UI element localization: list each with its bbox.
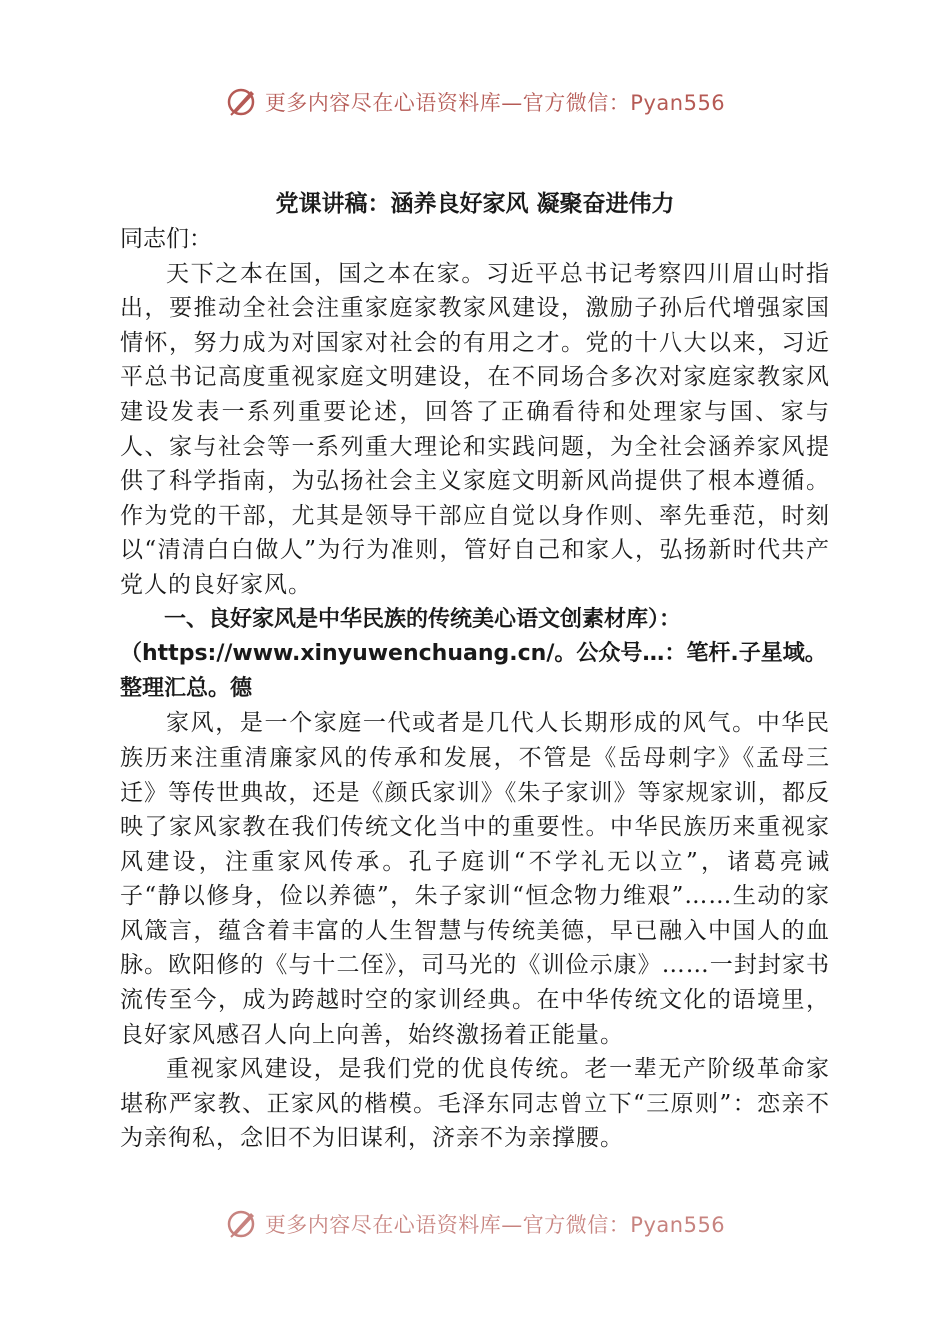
watermark-text: 更多内容尽在心语资料库—官方微信：Pyan556: [264, 91, 726, 115]
document-title: 党课讲稿：涵养良好家风 凝聚奋进伟力: [275, 191, 675, 217]
paragraph-family-tradition: 家风，是一个家庭一代或者是几代人长期形成的风气。中华民族历来注重清廉家风的传承和发展，不管是《岳母刺字》《孟母三迁》等传世典故，还是《颜氏家训》《朱子家训》等家规家训，都反映了家风家教在我们传统文化当中的重要性。中华民族历来重视家风建设，注重家风传承。孔子庭训“不学礼无以立”，诸葛亮诫子“静以修身，俭以养德”，朱子家训“恒念物力维艰”……生动的家风箴言，蕴含着丰富的人生智慧与传统美德，早已融入中国人的血脉。欧阳修的《与十二侄》，司马光的《训俭示康》……一封封家书流传至今，成为跨越时空的家训经典。在中华传统文化的语境里，良好家风感召人向上向善，始终激扬着正能量。: [120, 710, 830, 1048]
watermark-text: 更多内容尽在心语资料库—官方微信：Pyan556: [264, 1213, 726, 1237]
brush-logo-icon: [225, 1207, 259, 1241]
footer-watermark: [0, 1204, 950, 1244]
brush-logo-icon: [225, 85, 259, 119]
section-heading-1: 一、良好家风是中华民族的传统美心语文创素材库）：（https://www.xinyuwenchuang.cn/。公众号…：笔杆.子星域。整理汇总。德: [120, 606, 827, 701]
document-body: [120, 186, 830, 1156]
paragraph-party-tradition: 重视家风建设，是我们党的优良传统。老一辈无产阶级革命家堪称严家教、正家风的楷模。毛泽东同志曾立下“三原则”：恋亲不为亲徇私，念旧不为旧谋利，济亲不为亲撑腰。: [120, 1056, 830, 1152]
salutation: 同志们：: [120, 226, 212, 252]
header-watermark: [0, 82, 950, 122]
paragraph-intro: 天下之本在国，国之本在家。习近平总书记考察四川眉山时指出，要推动全社会注重家庭家教家风建设，激励子孙后代增强家国情怀，努力成为对国家对社会的有用之才。党的十八大以来，习近平总书记高度重视家庭文明建设，在不同场合多次对家庭家教家风建设发表一系列重要论述，回答了正确看待和处理家与国、家与人、家与社会等一系列重大理论和实践问题，为全社会涵养家风提供了科学指南，为弘扬社会主义家庭文明新风尚提供了根本遵循。作为党的干部，尤其是领导干部应自觉以身作则、率先垂范，时刻以“清清白白做人”为行为准则，管好自己和家人，弘扬新时代共产党人的良好家风。: [120, 260, 830, 598]
